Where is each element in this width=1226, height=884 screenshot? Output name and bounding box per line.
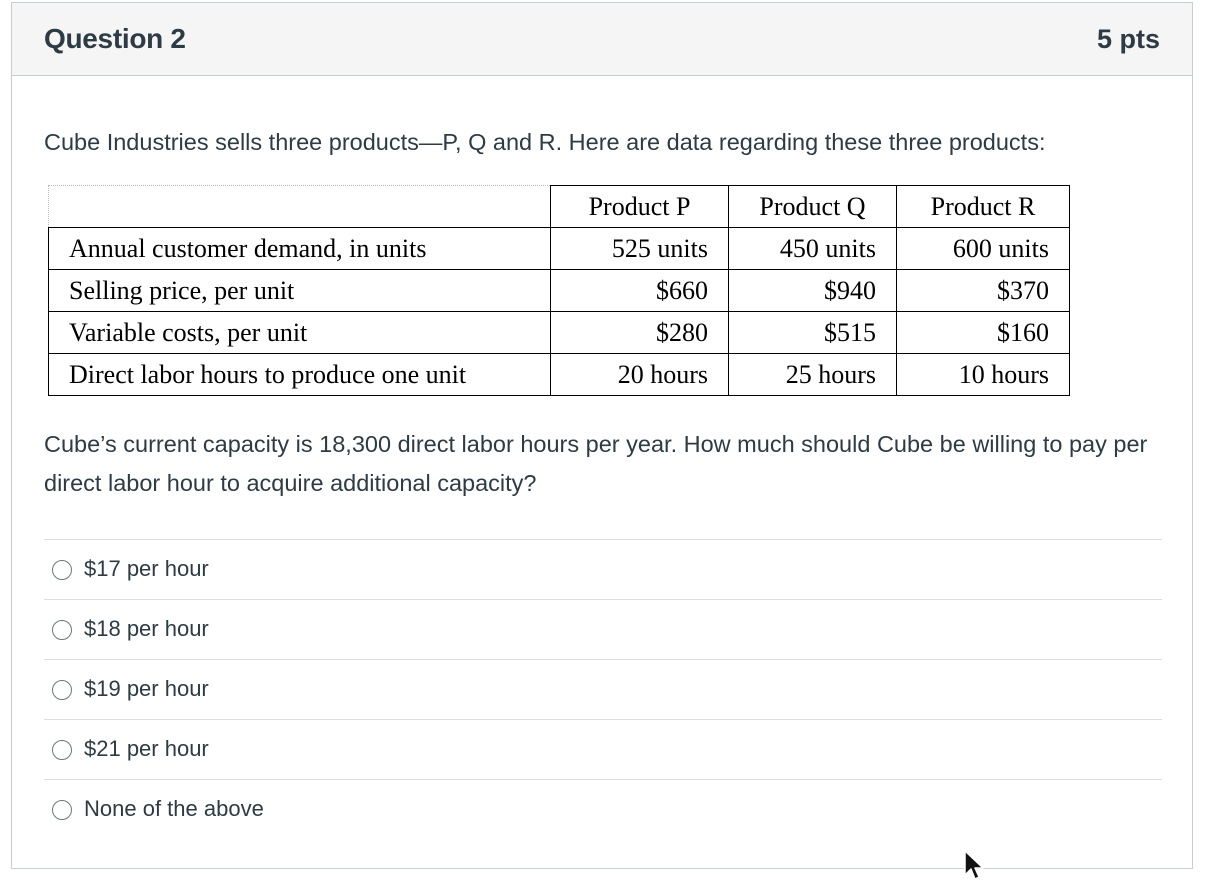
question-header: [12, 3, 1192, 76]
table-cell: 20 hours: [551, 354, 729, 396]
radio-button-icon[interactable]: [52, 740, 72, 760]
table-row: [49, 354, 1070, 396]
table-cell: 525 units: [551, 228, 729, 270]
question-card: [11, 2, 1193, 869]
table-cell: $515: [729, 312, 897, 354]
column-header-product-p: Product P: [551, 186, 729, 228]
table-cell: 25 hours: [729, 354, 897, 396]
answer-label[interactable]: None of the above: [84, 796, 264, 821]
table-cell: 10 hours: [897, 354, 1070, 396]
question-title: Question 2: [44, 23, 186, 54]
answer-label[interactable]: $19 per hour: [84, 676, 209, 701]
question-points: 5 pts: [1096, 24, 1160, 54]
table-cell: $160: [897, 312, 1070, 354]
table-row: [49, 270, 1070, 312]
answer-option-17[interactable]: [44, 539, 1162, 599]
table-cell: 450 units: [729, 228, 897, 270]
table-cell: $370: [897, 270, 1070, 312]
table-row: [49, 312, 1070, 354]
row-label: Annual customer demand, in units: [49, 228, 551, 270]
answer-option-none[interactable]: [44, 779, 1162, 839]
answer-list: [44, 539, 1162, 839]
table-corner-cell: [49, 186, 551, 228]
answer-option-18[interactable]: [44, 599, 1162, 659]
table-cell: 600 units: [897, 228, 1070, 270]
mouse-pointer-icon: [963, 850, 985, 882]
answer-option-21[interactable]: [44, 719, 1162, 779]
radio-button-icon[interactable]: [52, 800, 72, 820]
row-label: Variable costs, per unit: [49, 312, 551, 354]
question-intro: Cube Industries sells three products—P, Q and R. Here are data regarding these three products:: [44, 129, 1046, 155]
column-header-product-q: Product Q: [729, 186, 897, 228]
row-label: Direct labor hours to produce one unit: [49, 354, 551, 396]
question-prompt: Cube’s current capacity is 18,300 direct labor hours per year. How much should Cube be willing to pay per direct labor hour to acquire additional capacity?: [44, 431, 1148, 496]
answer-label[interactable]: $17 per hour: [84, 556, 209, 581]
radio-button-icon[interactable]: [52, 680, 72, 700]
table-cell: $280: [551, 312, 729, 354]
column-header-product-r: Product R: [897, 186, 1070, 228]
answer-label[interactable]: $21 per hour: [84, 736, 209, 761]
row-label: Selling price, per unit: [49, 270, 551, 312]
table-header-row: [49, 186, 1070, 228]
table-cell: $660: [551, 270, 729, 312]
radio-button-icon[interactable]: [52, 560, 72, 580]
answer-label[interactable]: $18 per hour: [84, 616, 209, 641]
table-cell: $940: [729, 270, 897, 312]
table-row: [49, 228, 1070, 270]
product-data-table: [48, 185, 1070, 396]
radio-button-icon[interactable]: [52, 620, 72, 640]
answer-option-19[interactable]: [44, 659, 1162, 719]
